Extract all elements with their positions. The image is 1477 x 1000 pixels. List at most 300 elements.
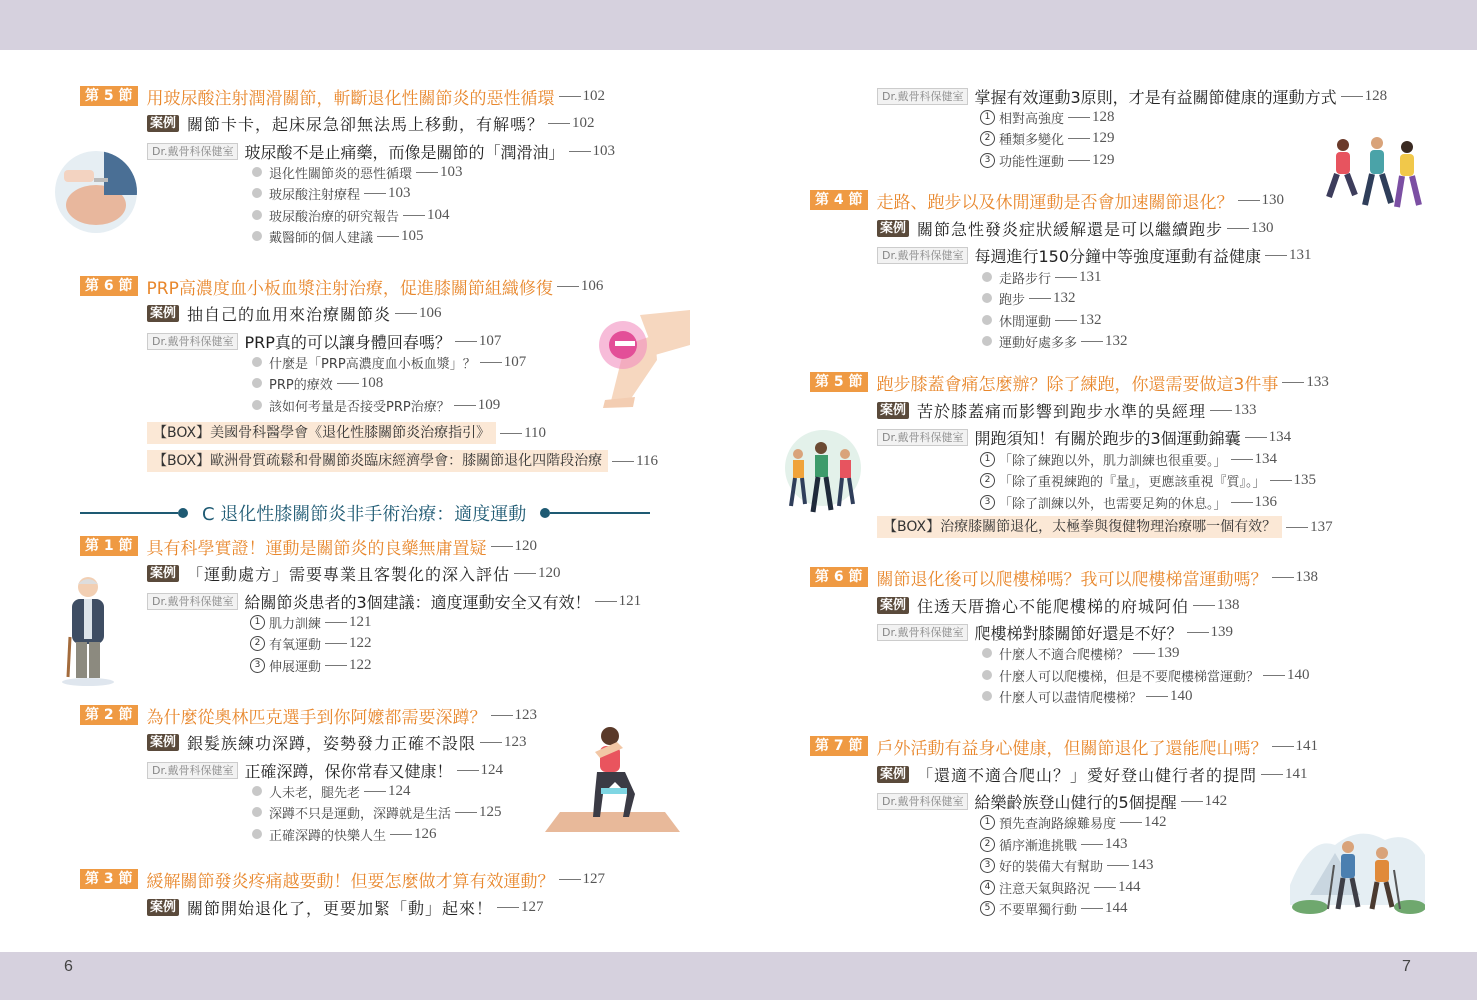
divider-line [80, 512, 178, 514]
number-badge: 5 [980, 901, 995, 916]
list-item[interactable] [252, 226, 424, 246]
bullet-icon [252, 231, 262, 241]
dr-line[interactable] [147, 330, 501, 352]
page-number-right: 7 [1402, 958, 1411, 975]
leader-line [1068, 138, 1090, 139]
section-title: PRP高濃度血小板血漿注射治療，促進膝關節組織修復 [146, 278, 553, 299]
marathon-runners-icon [783, 428, 863, 520]
case-text: 銀髮族練功深蹲，姿勢發力正確不設限 [187, 733, 477, 753]
dr-line[interactable] [877, 621, 1233, 643]
item-text: 退化性關節炎的惡性循環 [269, 166, 413, 182]
item-text: 跑步 [999, 292, 1026, 308]
item-text: 種類多變化 [999, 132, 1065, 148]
list-item[interactable] [980, 812, 1167, 832]
dr-line[interactable] [877, 85, 1387, 107]
page-ref: 123 [514, 706, 537, 723]
divider-dot [178, 508, 188, 518]
leader-line [1238, 200, 1260, 201]
leader-line [1227, 228, 1249, 229]
list-item[interactable] [252, 352, 526, 372]
section-heading[interactable] [80, 275, 603, 297]
leader-line [557, 286, 579, 287]
item-text: 該如何考量是否接受PRP治療？ [269, 399, 450, 415]
section-badge: 第 6 節 [80, 276, 138, 296]
case-line[interactable] [147, 302, 442, 324]
dr-line[interactable] [877, 244, 1312, 266]
page-ref: 140 [1170, 687, 1193, 704]
leader-line [1055, 277, 1077, 278]
case-label: 案例 [147, 115, 179, 132]
leader-line [1120, 822, 1142, 823]
page-ref: 133 [1306, 373, 1329, 390]
dr-label: Dr.戴骨科保健室 [877, 429, 968, 446]
page-ref: 139 [1210, 623, 1233, 640]
list-item[interactable] [252, 781, 411, 801]
bullet-icon [252, 210, 262, 220]
page-ref: 132 [1053, 289, 1076, 306]
item-text: 預先查詢路線難易度 [999, 816, 1117, 832]
bullet-icon [252, 378, 262, 388]
leader-line [1245, 437, 1267, 438]
item-text: 運動好處多多 [999, 335, 1078, 351]
section-title: 緩解關節發炎疼痛越要動！但要怎麼做才算有效運動？ [146, 871, 555, 892]
leader-line [480, 362, 502, 363]
list-item[interactable] [252, 395, 500, 415]
dr-line[interactable] [877, 426, 1291, 448]
section-heading[interactable] [80, 535, 537, 557]
item-text: 玻尿酸治療的研究報告 [269, 209, 400, 225]
leader-line [569, 151, 591, 152]
page-ref: 130 [1261, 191, 1284, 208]
divider-line [550, 512, 650, 514]
bullet-icon [982, 691, 992, 701]
list-item[interactable] [250, 655, 372, 675]
leader-line [514, 573, 536, 574]
item-text: 什麼人可以爬樓梯，但是不要爬樓梯當運動？ [999, 669, 1260, 685]
leader-line [491, 715, 513, 716]
number-badge: 1 [250, 615, 265, 630]
list-item[interactable] [982, 267, 1102, 287]
page-ref: 107 [478, 332, 502, 349]
leader-line [325, 643, 347, 644]
item-text: 休閒運動 [999, 314, 1052, 330]
item-text: 伸展運動 [269, 659, 322, 675]
box-text: 【BOX】歐洲骨質疏鬆和骨關節炎臨床經濟學會：膝關節退化四階段治療 [147, 450, 608, 472]
section-badge: 第 5 節 [80, 86, 138, 106]
page-ref: 128 [1092, 108, 1115, 125]
item-text: 「除了訓練以外，也需要足夠的休息。」 [999, 496, 1227, 512]
leader-line [1146, 696, 1168, 697]
item-text: 「除了練跑以外，肌力訓練也很重要。」 [999, 453, 1227, 469]
list-item[interactable] [980, 834, 1128, 854]
page-ref: 144 [1118, 878, 1141, 895]
list-item[interactable] [980, 128, 1115, 148]
list-item[interactable] [982, 331, 1128, 351]
bullet-icon [982, 648, 992, 658]
leader-line [455, 812, 477, 813]
section-title: 為什麼從奧林匹克選手到你阿嬤都需要深蹲？ [146, 707, 487, 728]
page-number-left: 6 [64, 958, 73, 975]
item-text: 相對高強度 [999, 111, 1065, 127]
case-line[interactable] [147, 896, 544, 918]
section-heading[interactable] [810, 566, 1318, 588]
leader-line [1272, 577, 1294, 578]
page-ref: 122 [349, 656, 372, 673]
list-item[interactable] [982, 643, 1180, 663]
page-ref: 123 [504, 733, 527, 750]
list-item[interactable] [980, 877, 1141, 897]
leader-line [390, 834, 412, 835]
list-item[interactable] [252, 205, 450, 225]
page-ref: 110 [524, 424, 547, 441]
leader-line [480, 742, 502, 743]
section-heading[interactable] [80, 868, 605, 890]
bullet-icon [982, 293, 992, 303]
item-text: 肌力訓練 [269, 616, 322, 632]
dr-label: Dr.戴骨科保健室 [147, 762, 238, 779]
item-text: 功能性運動 [999, 154, 1065, 170]
bullet-icon [252, 188, 262, 198]
bullet-icon [982, 670, 992, 680]
page-ref: 141 [1285, 765, 1308, 782]
squat-woman-icon [545, 722, 680, 834]
leader-line [1282, 382, 1304, 383]
leader-line [559, 96, 581, 97]
page-ref: 124 [480, 761, 503, 778]
leader-line [364, 193, 386, 194]
leader-line [1029, 298, 1051, 299]
box-line[interactable] [877, 516, 1333, 538]
section-title: 跑步膝蓋會痛怎麼辦？除了練跑，你還需要做這3件事 [876, 374, 1279, 395]
section-heading[interactable] [810, 735, 1318, 757]
page-ref: 130 [1251, 219, 1274, 236]
page-ref: 107 [503, 353, 527, 370]
page-ref: 105 [401, 227, 424, 244]
leader-line [325, 665, 347, 666]
case-label: 案例 [147, 305, 179, 322]
dr-label: Dr.戴骨科保健室 [147, 143, 238, 160]
number-badge: 3 [980, 153, 995, 168]
page-ref: 122 [349, 634, 372, 651]
injection-photo-icon [54, 150, 138, 234]
page-ref: 132 [1105, 332, 1128, 349]
page-ref: 116 [636, 452, 659, 469]
leader-line [455, 341, 477, 342]
number-badge: 3 [980, 495, 995, 510]
list-item[interactable] [252, 373, 383, 393]
page-ref: 143 [1105, 835, 1128, 852]
bullet-icon [252, 786, 262, 796]
number-badge: 1 [980, 452, 995, 467]
bullet-icon [252, 167, 262, 177]
list-item[interactable] [250, 612, 372, 632]
page-ref: 144 [1105, 899, 1128, 916]
chapter-divider [80, 500, 650, 526]
case-label: 案例 [877, 220, 909, 237]
leader-line [1068, 160, 1090, 161]
item-text: 走路步行 [999, 271, 1052, 287]
dr-label: Dr.戴骨科保健室 [147, 333, 238, 350]
leader-line [1272, 746, 1294, 747]
list-item[interactable] [980, 470, 1316, 490]
number-badge: 2 [250, 636, 265, 651]
number-badge: 4 [980, 880, 995, 895]
page-ref: 106 [419, 304, 442, 321]
list-item[interactable] [252, 162, 463, 182]
section-badge: 第 2 節 [80, 705, 138, 725]
case-text: 住透天厝擔心不能爬樓梯的府城阿伯 [917, 596, 1190, 616]
case-line[interactable] [877, 399, 1257, 421]
page-ref: 127 [521, 898, 544, 915]
section-badge: 第 6 節 [810, 567, 868, 587]
divider-dot [540, 508, 550, 518]
box-line[interactable] [147, 422, 546, 444]
section-badge: 第 5 節 [810, 372, 868, 392]
page-ref: 103 [440, 163, 463, 180]
leader-line [559, 879, 581, 880]
list-item[interactable] [252, 824, 437, 844]
elderly-man-icon [58, 572, 118, 687]
page-ref: 124 [388, 782, 411, 799]
leader-line [1210, 410, 1232, 411]
leader-line [1094, 887, 1116, 888]
dr-text: 掌握有效運動3原則，才是有益關節健康的運動方式 [974, 87, 1337, 107]
dr-text: 爬樓梯對膝關節好還是不好？ [974, 623, 1183, 643]
number-badge: 1 [980, 110, 995, 125]
page-ref: 121 [349, 613, 372, 630]
page-ref: 106 [580, 277, 604, 294]
item-text: 深蹲不只是運動，深蹲就是生活 [269, 806, 452, 822]
hikers-icon [1290, 825, 1425, 915]
case-text: 關節卡卡，起床尿急卻無法馬上移動，有解嗎？ [187, 114, 545, 134]
section-badge: 第 4 節 [810, 190, 868, 210]
leader-line [1341, 96, 1363, 97]
leader-line [457, 770, 479, 771]
list-item[interactable] [982, 686, 1193, 706]
number-badge: 3 [250, 658, 265, 673]
item-text: 不要單獨行動 [999, 902, 1078, 918]
page-ref: 142 [1204, 792, 1228, 809]
leader-line [1081, 844, 1103, 845]
leader-line [377, 236, 399, 237]
page-ref: 132 [1079, 311, 1102, 328]
dr-text: 給關節炎患者的3個建議：適度運動安全又有效！ [244, 592, 591, 612]
dr-line[interactable] [147, 590, 641, 612]
leader-line [1181, 801, 1203, 802]
section-title: 用玻尿酸注射潤滑關節，斬斷退化性關節炎的惡性循環 [146, 88, 555, 109]
top-band [0, 0, 1477, 50]
section-badge: 第 1 節 [80, 536, 138, 556]
case-text: 抽自己的血用來治療關節炎 [187, 304, 392, 324]
dr-text: 玻尿酸不是止痛藥，而像是關節的「潤滑油」 [244, 142, 565, 162]
dr-line[interactable] [147, 759, 503, 781]
page-ref: 102 [572, 114, 595, 131]
case-text: 關節開始退化了，更要加緊「動」起來！ [187, 898, 494, 918]
page-ref: 108 [360, 374, 384, 391]
dr-label: Dr.戴骨科保健室 [877, 624, 968, 641]
section-badge: 第 7 節 [810, 736, 868, 756]
case-line[interactable] [147, 562, 561, 584]
leader-line [595, 601, 617, 602]
item-text: 玻尿酸注射療程 [269, 187, 361, 203]
case-line[interactable] [877, 763, 1308, 785]
page-ref: 103 [388, 184, 411, 201]
page-ref: 137 [1310, 518, 1333, 535]
list-item[interactable] [980, 898, 1128, 918]
page-ref: 129 [1092, 151, 1115, 168]
number-badge: 2 [980, 837, 995, 852]
leader-line [325, 622, 347, 623]
page-ref: 126 [414, 825, 437, 842]
number-badge: 3 [980, 858, 995, 873]
list-item[interactable] [980, 449, 1277, 469]
bullet-icon [982, 272, 992, 282]
page-ref: 142 [1144, 813, 1167, 830]
leader-line [395, 313, 417, 314]
bullet-icon [252, 829, 262, 839]
list-item[interactable] [250, 633, 372, 653]
page-ref: 104 [427, 206, 450, 223]
leader-line [612, 461, 634, 462]
runners-icon [1325, 135, 1425, 220]
number-badge: 1 [980, 815, 995, 830]
dr-text: 正確深蹲，保你常春又健康！ [244, 761, 453, 781]
case-label: 案例 [147, 734, 179, 751]
list-item[interactable] [980, 107, 1115, 127]
leader-line [403, 215, 425, 216]
section-heading[interactable] [810, 189, 1284, 211]
page-ref: 138 [1217, 596, 1240, 613]
dr-text: 開跑須知！有關於跑步的3個運動錦囊 [974, 428, 1241, 448]
leader-line [1231, 459, 1253, 460]
dr-text: 給樂齡族登山健行的5個提醒 [974, 792, 1177, 812]
leader-line [1081, 908, 1103, 909]
list-item[interactable] [980, 855, 1154, 875]
list-item[interactable] [982, 310, 1102, 330]
bullet-icon [982, 315, 992, 325]
knee-injection-icon [595, 305, 690, 410]
case-label: 案例 [877, 766, 909, 783]
leader-line [454, 405, 476, 406]
box-line[interactable] [147, 450, 658, 472]
case-label: 案例 [877, 402, 909, 419]
item-text: 人未老，腿先老 [269, 785, 361, 801]
item-text: 什麼人不適合爬樓梯？ [999, 647, 1130, 663]
item-text: PRP的療效 [269, 377, 333, 393]
page-ref: 121 [618, 592, 642, 609]
box-text: 【BOX】治療膝關節退化，太極拳與復健物理治療哪一個有效？ [877, 516, 1282, 538]
leader-line [1055, 320, 1077, 321]
page-ref: 138 [1295, 568, 1318, 585]
page-ref: 109 [477, 396, 501, 413]
case-text: 「還適不適合爬山？」愛好登山健行者的提問 [917, 765, 1258, 785]
section-title: 戶外活動有益身心健康，但關節退化了還能爬山嗎？ [876, 738, 1268, 759]
bottom-band [0, 952, 1477, 1000]
section-heading[interactable] [810, 371, 1329, 393]
page-ref: 134 [1254, 450, 1278, 467]
leader-line [1286, 527, 1308, 528]
page-ref: 136 [1254, 493, 1278, 510]
item-text: 有氧運動 [269, 637, 322, 653]
leader-line [1265, 255, 1287, 256]
leader-line [337, 383, 359, 384]
section-title: 走路、跑步以及休閒運動是否會加速關節退化？ [876, 192, 1234, 213]
number-badge: 2 [980, 131, 995, 146]
case-line[interactable] [147, 731, 527, 753]
page-ref: 125 [479, 803, 502, 820]
leader-line [1261, 774, 1283, 775]
page-ref: 120 [514, 537, 537, 554]
item-text: 什麼是「PRP高濃度血小板血漿」？ [269, 356, 476, 372]
case-line[interactable] [877, 594, 1240, 616]
list-item[interactable] [982, 288, 1076, 308]
dr-label: Dr.戴骨科保健室 [877, 247, 968, 264]
page-ref: 103 [592, 142, 615, 159]
leader-line [1107, 865, 1129, 866]
page-ref: 131 [1079, 268, 1102, 285]
leader-line [1187, 632, 1209, 633]
item-text: 戴醫師的個人建議 [269, 230, 374, 246]
case-text: 苦於膝蓋痛而影響到跑步水準的吳經理 [917, 401, 1207, 421]
leader-line [500, 433, 522, 434]
leader-line [1081, 341, 1103, 342]
item-text: 好的裝備大有幫助 [999, 859, 1104, 875]
leader-line [1193, 605, 1215, 606]
section-heading[interactable] [80, 85, 605, 107]
leader-line [416, 172, 438, 173]
section-heading[interactable] [80, 704, 537, 726]
dr-label: Dr.戴骨科保健室 [147, 593, 238, 610]
page-ref: 120 [538, 564, 561, 581]
section-title: 具有科學實證！運動是關節炎的良藥無庸置疑 [146, 538, 487, 559]
leader-line [491, 546, 513, 547]
item-text: 「除了重視練跑的『量』，更應該重視『質』。」 [999, 474, 1266, 490]
list-item[interactable] [980, 150, 1115, 170]
page-ref: 140 [1287, 666, 1310, 683]
case-line[interactable] [877, 217, 1274, 239]
dr-text: PRP真的可以讓身體回春嗎？ [244, 332, 451, 352]
case-label: 案例 [877, 597, 909, 614]
list-item[interactable] [982, 665, 1310, 685]
leader-line [1270, 480, 1292, 481]
case-text: 「運動處方」需要專業且客製化的深入評估 [187, 564, 511, 584]
page-ref: 127 [582, 870, 605, 887]
page-ref: 141 [1295, 737, 1318, 754]
item-text: 注意天氣與路況 [999, 881, 1091, 897]
leader-line [1231, 502, 1253, 503]
page-ref: 139 [1157, 644, 1180, 661]
dr-line[interactable] [877, 790, 1227, 812]
dr-line[interactable] [147, 140, 615, 162]
case-label: 案例 [147, 565, 179, 582]
box-text: 【BOX】美國骨科醫學會《退化性膝關節炎治療指引》 [147, 422, 496, 444]
section-badge: 第 3 節 [80, 869, 138, 889]
bullet-icon [252, 400, 262, 410]
case-line[interactable] [147, 112, 595, 134]
dr-label: Dr.戴骨科保健室 [877, 88, 968, 105]
list-item[interactable] [252, 183, 411, 203]
leader-line [497, 907, 519, 908]
leader-line [364, 791, 386, 792]
list-item[interactable] [980, 492, 1277, 512]
list-item[interactable] [252, 802, 502, 822]
page-ref: 133 [1234, 401, 1257, 418]
leader-line [1133, 653, 1155, 654]
dr-label: Dr.戴骨科保健室 [877, 793, 968, 810]
page-ref: 143 [1131, 856, 1154, 873]
leader-line [548, 123, 570, 124]
number-badge: 2 [980, 473, 995, 488]
